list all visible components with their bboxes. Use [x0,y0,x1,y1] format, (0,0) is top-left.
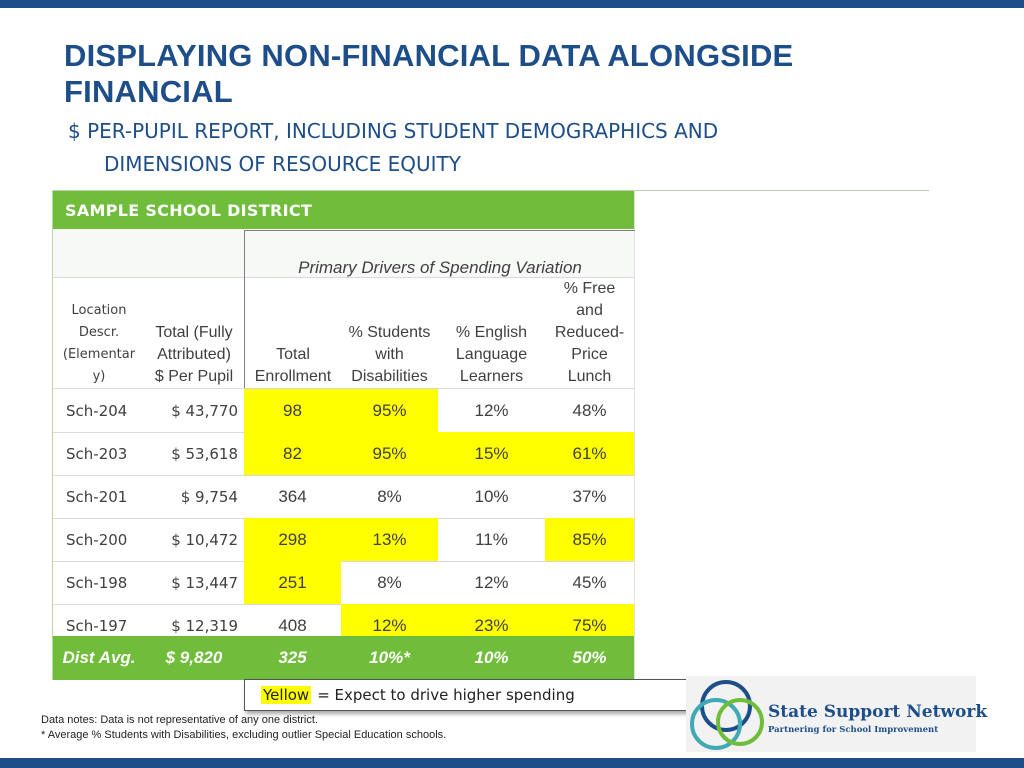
row-disab: 95% [341,432,438,475]
subtitle-line-2: DIMENSIONS OF RESOURCE EQUITY [104,152,461,176]
col-location-line: (Elementar [62,347,136,362]
avg-frl: 50% [572,648,607,667]
col-frl-line: and [576,302,603,319]
page-subtitle [68,115,888,181]
row-name: Sch-204 [66,401,128,420]
district-label: SAMPLE SCHOOL DISTRICT [65,200,313,220]
note-line-2: * Average % Students with Disabilities, excluding outlier Special Education schools. [41,729,447,741]
logo-text [768,702,987,735]
col-disabilities-line: % Students [348,324,431,341]
col-per-pupil-line: $ Per Pupil [154,368,234,385]
col-location-line: y) [92,369,106,384]
row-enroll: 364 [278,486,307,506]
row-name: Sch-197 [66,616,128,635]
col-frl-line: Price [571,346,608,363]
logo-name: State Support Network [768,702,988,722]
row-cost: $ 13,447 [171,573,238,592]
avg-ell: 10% [474,648,509,667]
row-frl: 61% [545,432,634,475]
row-enroll: 408 [278,615,307,635]
row-cost: $ 12,319 [171,616,238,635]
row-enroll: 251 [244,561,341,604]
table-row [53,389,634,433]
color-legend [244,679,688,711]
avg-name: Dist Avg. [62,648,136,667]
row-frl: 85% [545,518,634,561]
row-ell: 11% [475,529,508,549]
row-disab: 12% [341,604,438,647]
row-cost: $ 9,754 [180,487,238,506]
row-frl: 48% [572,400,607,420]
row-ell: 12% [474,572,509,592]
col-enrollment [244,277,341,388]
col-frl [545,277,634,388]
col-location-line: Location [71,303,127,318]
col-ell-line: % English [455,324,528,341]
district-average-row [53,636,634,680]
district-header [53,191,634,229]
row-ell: 12% [474,400,509,420]
row-disab: 8% [377,572,402,592]
row-ell: 15% [438,432,545,475]
top-bar [0,0,1024,8]
col-enrollment-line: Enrollment [254,368,332,385]
row-frl: 37% [572,486,607,506]
subtitle-line-1: $ PER-PUPIL REPORT, INCLUDING STUDENT DEMOGRAPHICS AND [68,119,719,143]
col-ell-line: Language [455,346,528,363]
row-ell: 23% [438,604,545,647]
avg-enrollment: 325 [278,648,307,667]
row-disab: 8% [377,486,402,506]
row-frl: 75% [545,604,634,647]
legend-text: = Expect to drive higher spending [317,686,575,704]
row-name: Sch-200 [66,530,128,549]
col-location-line: Descr. [78,325,120,340]
row-disab: 13% [341,518,438,561]
col-frl-line: % Free [563,280,616,297]
table-blank-panel [634,191,929,680]
col-disabilities-line: Disabilities [351,368,428,385]
drivers-label: Primary Drivers of Spending Variation [244,230,635,278]
avg-cost: $ 9,820 [165,648,223,667]
row-cost: $ 43,770 [171,401,238,420]
col-per-pupil [145,277,243,388]
row-ell: 10% [474,486,509,506]
row-enroll: 82 [244,432,341,475]
row-cost: $ 53,618 [171,444,238,463]
col-disabilities [341,277,438,388]
table-row [53,518,634,562]
row-name: Sch-203 [66,444,128,463]
note-line-1: Data notes: Data is not representative of any one district. [41,714,318,726]
row-name: Sch-201 [66,487,128,506]
avg-disabilities: 10%* [369,648,410,667]
bottom-bar [0,758,1024,768]
data-notes [41,713,446,743]
col-frl-line: Reduced- [554,324,625,341]
col-ell [438,277,545,388]
table-row [53,432,634,476]
row-enroll: 98 [244,389,341,432]
row-enroll: 298 [244,518,341,561]
logo-tagline: Partnering for School Improvement [768,725,939,735]
col-frl-line: Lunch [567,368,612,385]
col-ell-line: Learners [459,368,524,385]
row-cost: $ 10,472 [171,530,238,549]
table-row [53,475,634,519]
page-title: DISPLAYING NON-FINANCIAL DATA ALONGSIDE FINANCIAL [64,38,794,109]
col-location [53,277,145,388]
legend-swatch: Yellow [263,686,310,704]
col-disabilities-line: with [375,346,404,363]
table-row [53,561,634,605]
row-name: Sch-198 [66,573,128,592]
col-per-pupil-line: Attributed) [157,346,231,363]
col-per-pupil-line: Total (Fully [155,324,233,341]
row-frl: 45% [572,572,607,592]
row-disab: 95% [341,389,438,432]
col-enrollment-line: Total [276,346,310,363]
